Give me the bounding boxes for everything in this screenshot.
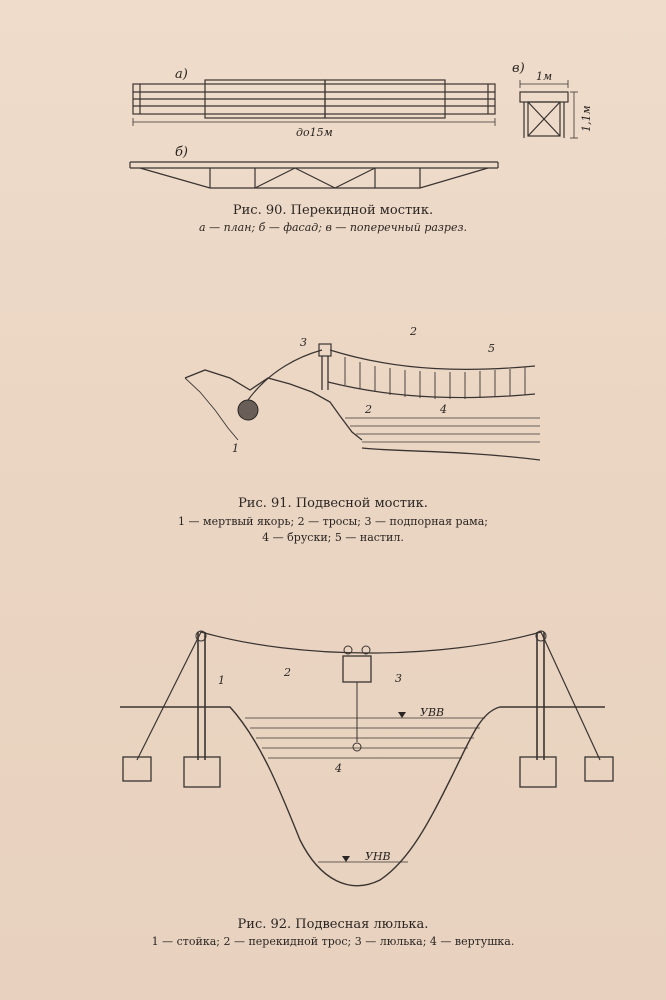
height-dimension: 1,1м — [580, 105, 593, 132]
fig91-num-5: 5 — [488, 342, 495, 355]
label-a: а) — [175, 67, 188, 82]
fig91-num-1: 1 — [232, 442, 239, 455]
cradle — [343, 656, 371, 682]
figure-91-legend-line2: 4 — бруски; 5 — настил. — [262, 531, 404, 544]
label-v: в) — [512, 61, 525, 76]
low-water-mark: УНВ — [365, 850, 391, 863]
fig92-num-3: 3 — [395, 672, 402, 685]
figure-91-legend-line1: 1 — мертвый якорь; 2 — тросы; 3 — подпорная рама; — [178, 515, 488, 528]
fig91-num-2-low: 2 — [365, 403, 372, 416]
high-water-mark: УВВ — [420, 706, 445, 719]
fig92-num-2: 2 — [284, 666, 291, 679]
figure-91-caption: Рис. 91. Подвесной мостик. — [238, 496, 428, 511]
width-dimension: 1м — [536, 70, 553, 83]
fig92-num-1: 1 — [218, 674, 225, 687]
figure-90-caption: Рис. 90. Перекидной мостик. — [232, 203, 434, 218]
figure-90-legend: а — план; б — фасад; в — поперечный разрез. — [199, 221, 467, 234]
label-b: б) — [175, 145, 189, 160]
span-dimension: до15м — [296, 126, 333, 139]
figure-92-legend: 1 — стойка; 2 — перекидной трос; 3 — люлька; 4 — вертушка. — [151, 935, 515, 948]
fig91-num-4: 4 — [440, 403, 447, 416]
figure-92-caption: Рис. 92. Подвесная люлька. — [237, 917, 429, 932]
fig91-num-3: 3 — [300, 336, 307, 349]
fig91-num-2-top: 2 — [410, 325, 417, 338]
fig92-num-4: 4 — [335, 762, 342, 775]
valley-profile — [120, 707, 605, 886]
